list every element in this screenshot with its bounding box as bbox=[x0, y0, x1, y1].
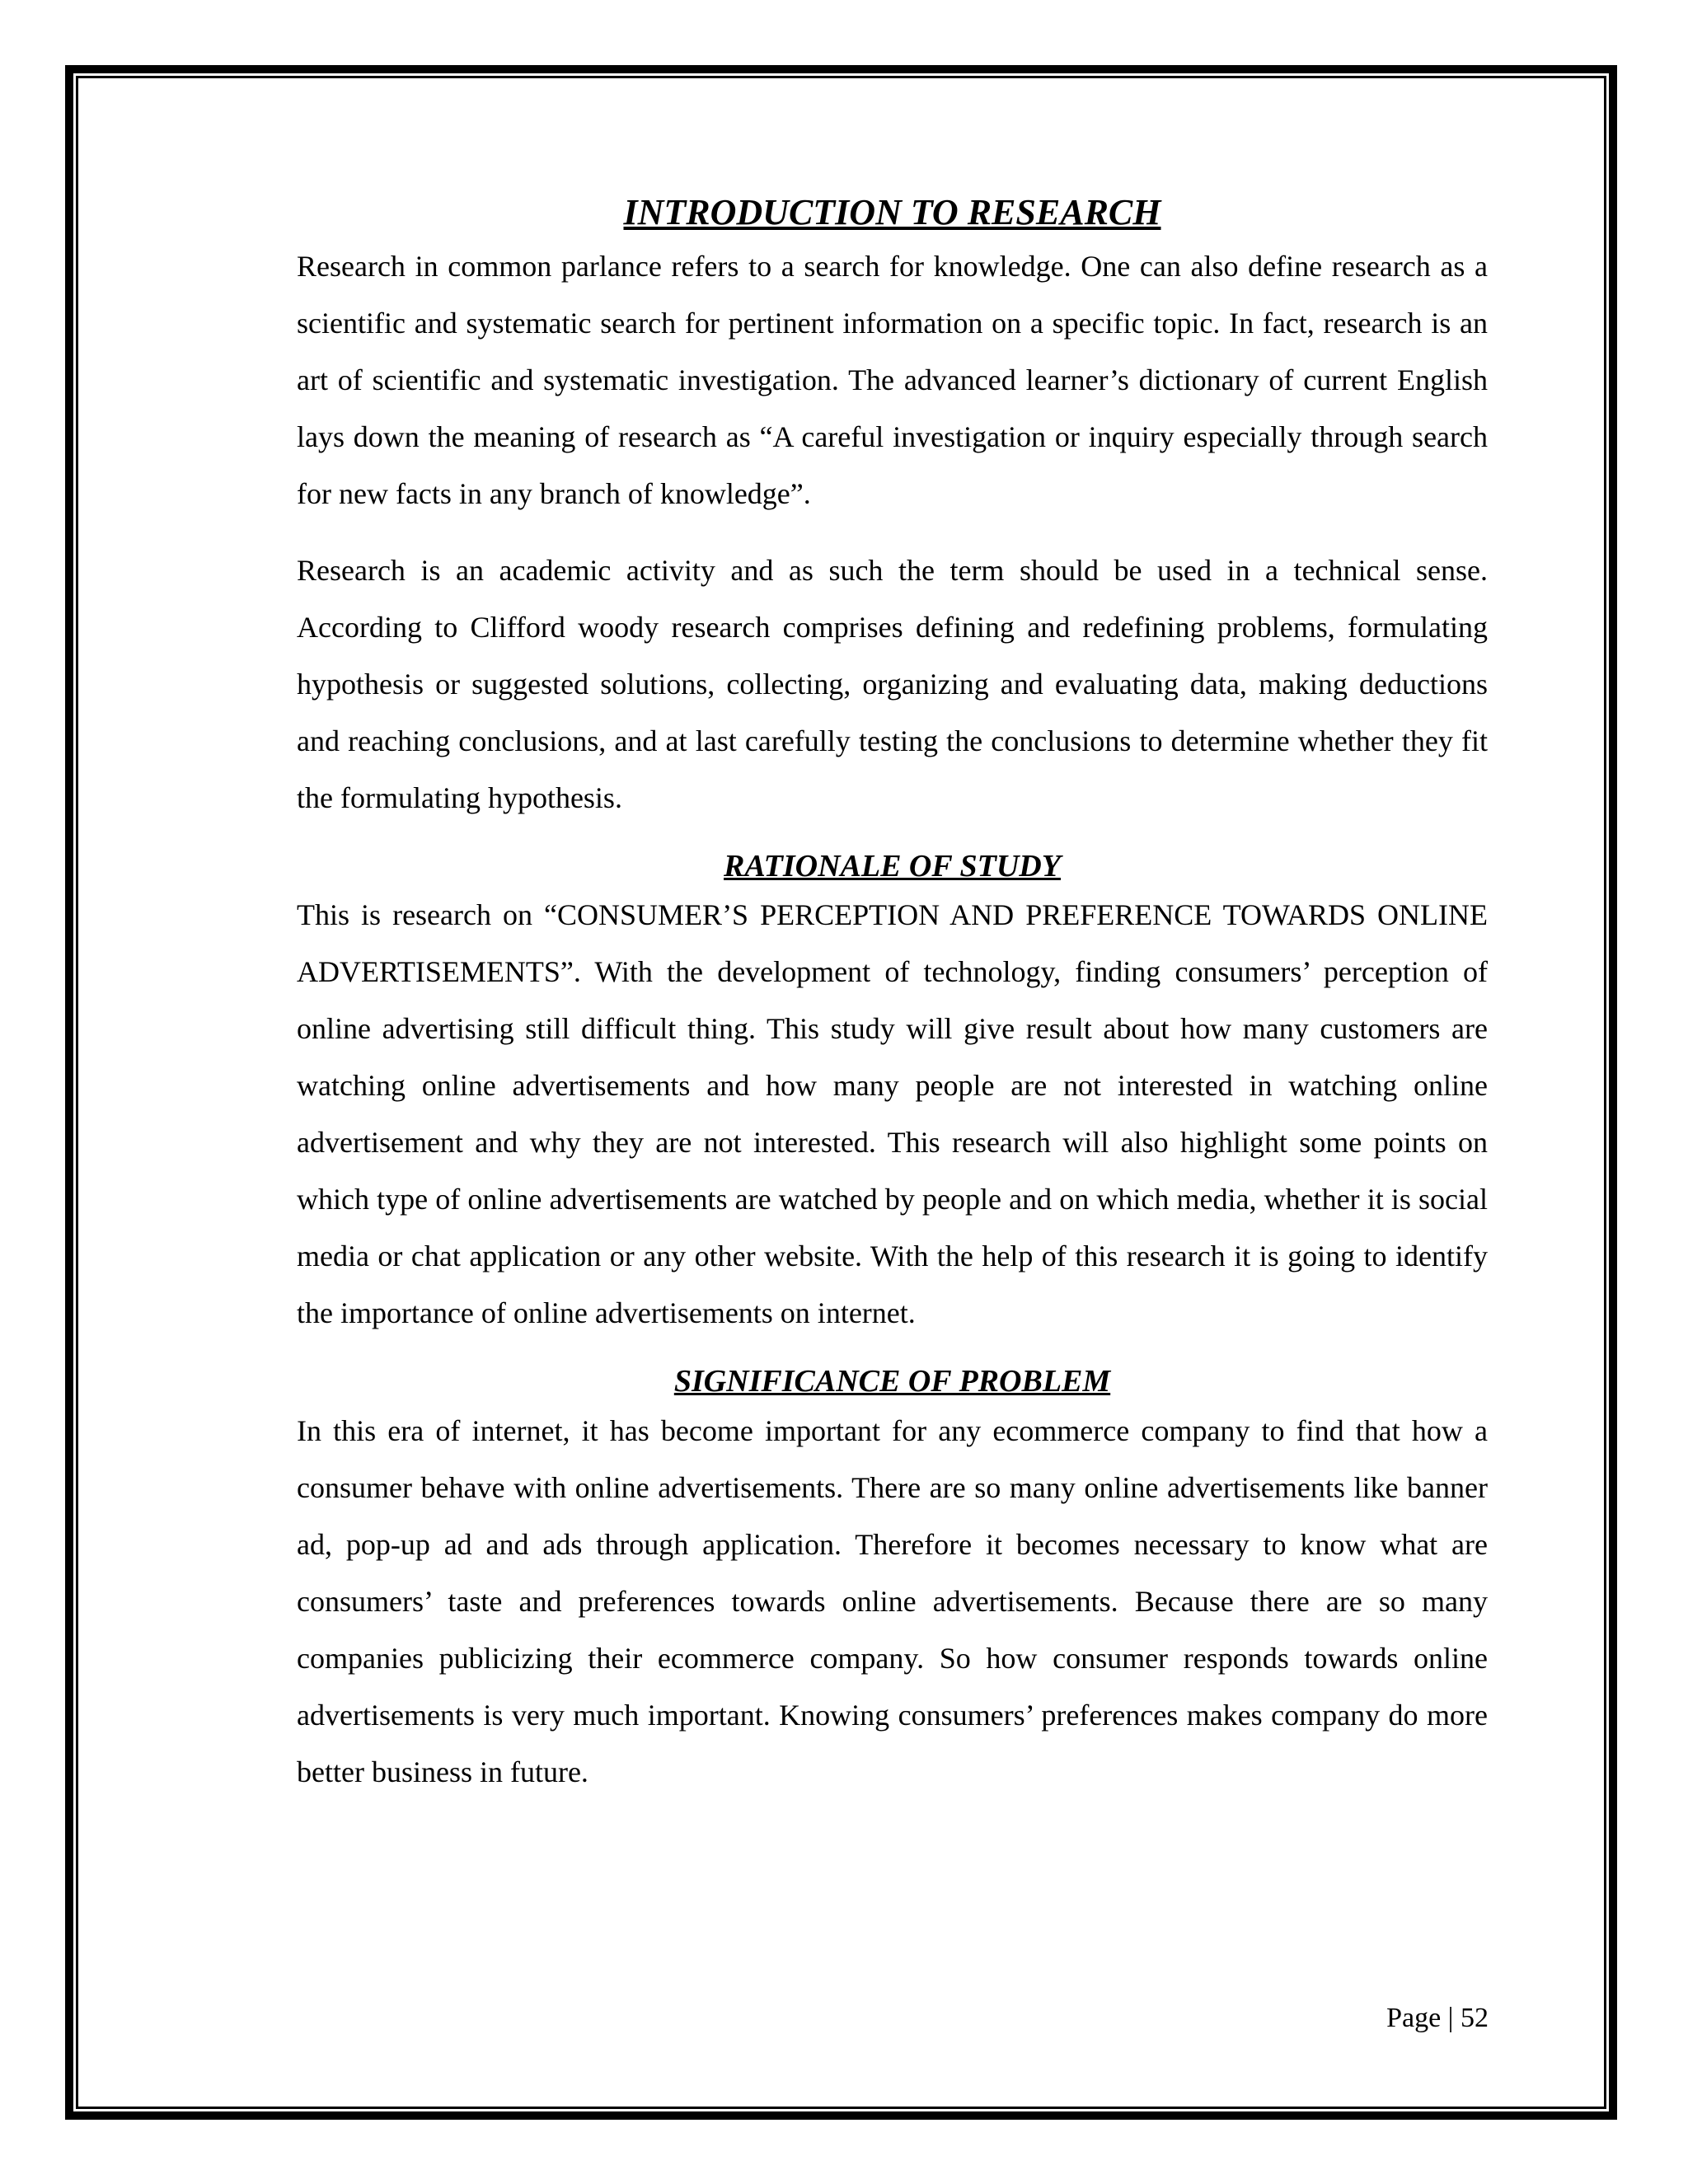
section-heading-introduction: INTRODUCTION TO RESEARCH bbox=[623, 192, 1161, 232]
paragraph-rationale-1: This is research on “CONSUMER’S PERCEPTION AND PREFERENCE TOWARDS ONLINE ADVERTISEMENTS”. With the development of technology, finding consumers’ perception of online advertising still difficult thing. This study will give result about how many customers are watching online advertisements and how many people are not interested in watching online advertisement and why they are not interested. This research will also highlight some points on which type of online advertisements are watched by people and on which media, whether it is social media or chat application or any other website. With the help of this research it is going to identify the importance of online advertisements on internet. bbox=[297, 898, 1488, 1330]
page-number: Page | 52 bbox=[1386, 2003, 1489, 2033]
section-heading-significance: SIGNIFICANCE OF PROBLEM bbox=[673, 1364, 1111, 1399]
paragraph-introduction-1: Research in common parlance refers to a search for knowledge. One can also define research as a scientific and systematic search for pertinent information on a specific topic. In fact, research is an art of scientific and systematic investigation. The advanced learner’s dictionary of current English lays down the meaning of research as “A careful investigation or inquiry especially through search for new facts in any branch of knowledge”. bbox=[297, 249, 1488, 510]
section-heading-rationale: RATIONALE OF STUDY bbox=[724, 848, 1061, 883]
paragraph-significance-1: In this era of internet, it has become important for any ecommerce company to find that how a consumer behave with online advertisements. There are so many online advertisements like banner ad, pop-up ad and ads through application. Therefore it becomes necessary to know what are consumers’ taste and preferences towards online advertisements. Because there are so many companies publicizing their ecommerce company. So how consumer responds towards online advertisements is very much important. Knowing consumers’ preferences makes company do more better business in future. bbox=[297, 1413, 1488, 1788]
document-body bbox=[297, 191, 1488, 1801]
paragraph-introduction-2: Research is an academic activity and as such the term should be used in a technical sense. According to Clifford woody research comprises defining and redefining problems, formulating hypothesis or suggested solutions, collecting, organizing and evaluating data, making deductions and reaching conclusions, and at last carefully testing the conclusions to determine whether they fit the formulating hypothesis. bbox=[297, 553, 1488, 814]
